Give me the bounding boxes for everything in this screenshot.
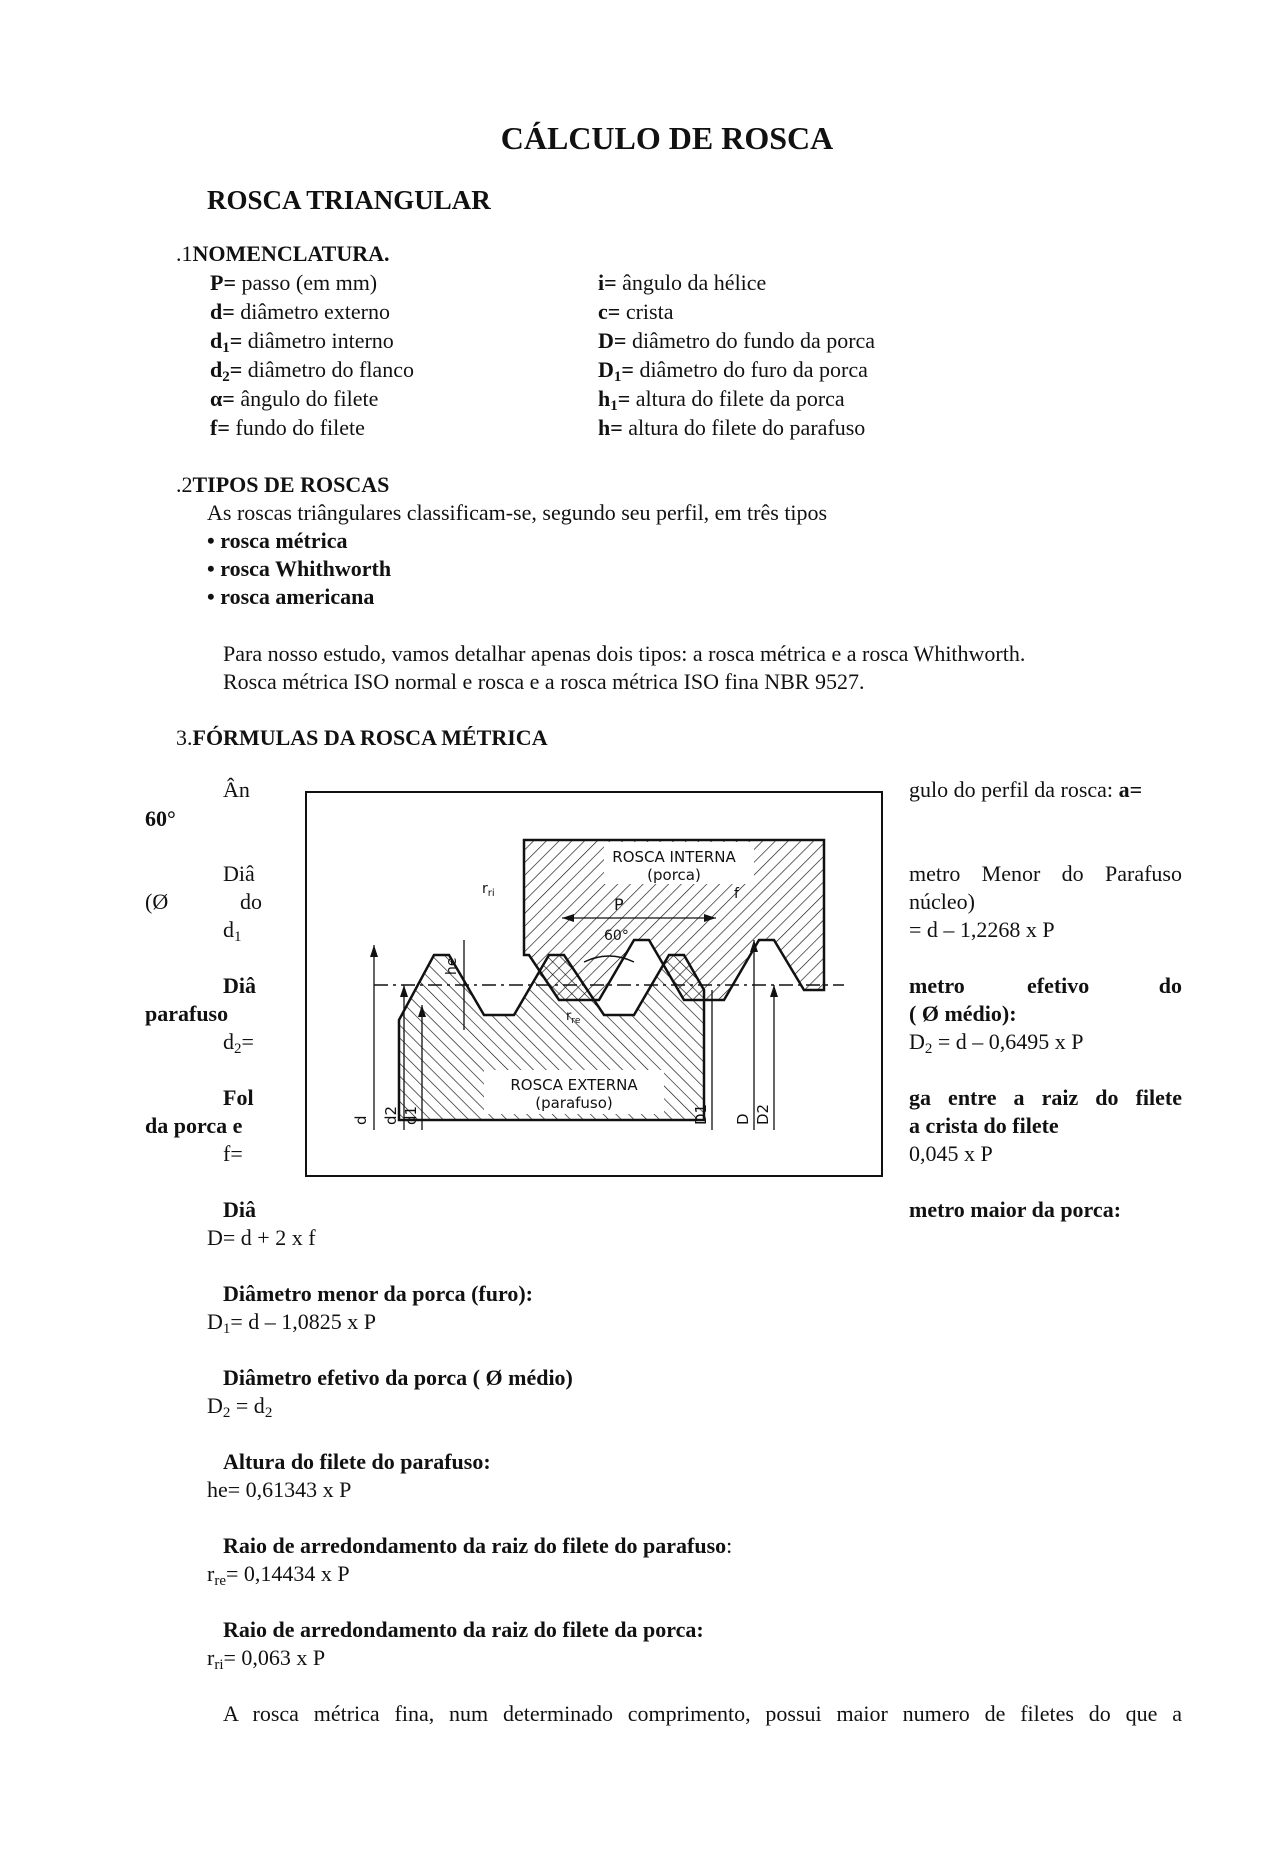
nom-item: $D_1=$ diâmetro do furo da porca (598, 357, 868, 385)
section-3-heading: 3.FÓRMULAS DA ROSCA MÉTRICA (176, 725, 548, 750)
nom-item: D= diâmetro do fundo da porca (598, 328, 876, 353)
formula-title: Raio de arredondamento da raiz do filete do parafuso: (223, 1533, 733, 1558)
dim-label: d2 (382, 1105, 400, 1125)
label-he: he (444, 957, 460, 975)
dim-label: d1 (402, 1105, 420, 1125)
bullet-item: • rosca Whithworth (207, 556, 392, 581)
formula-text: $d_2=$ (223, 1029, 254, 1057)
label-angle: 60° (604, 928, 629, 944)
formula-text: do (240, 889, 262, 914)
types-intro: As roscas triângulares classificam-se, segundo seu perfil, em três tipos (207, 500, 828, 525)
nomenclature-left (210, 269, 414, 443)
formula-text: metro efetivo do (909, 973, 1182, 998)
bullet-item: • rosca métrica (207, 528, 348, 553)
nom-item: α= ângulo do filete (210, 386, 379, 411)
label-external: ROSCA EXTERNA (510, 1076, 638, 1094)
formula-text: parafuso (145, 1001, 229, 1026)
formula-text: ( Ø médio): (909, 1001, 1017, 1026)
label-f: f (734, 886, 739, 902)
formula-text: $d_1$ (223, 917, 242, 945)
label-re: $r_{re}$ (566, 1009, 581, 1026)
nom-item: $h_1=$ altura do filete da porca (598, 386, 845, 414)
formula-title: Altura do filete do parafuso: (223, 1449, 491, 1474)
paragraph: Rosca métrica ISO normal e rosca e a rosca métrica ISO fina NBR 9527. (223, 669, 865, 694)
page-title: CÁLCULO DE ROSCA (500, 120, 834, 156)
thread-profile-figure (304, 790, 884, 1178)
formula-text: ga entre a raiz do filete (909, 1085, 1182, 1110)
formula-text: Diâ (223, 861, 255, 886)
formula-text: Diâ (223, 973, 256, 998)
formula-text: a crista do filete (909, 1113, 1059, 1138)
formula-text: f= (223, 1141, 243, 1166)
nom-item: $d_2=$ diâmetro do flanco (210, 357, 414, 385)
nom-item: c= crista (598, 299, 674, 324)
formula-text: he= 0,61343 x P (207, 1477, 352, 1502)
nom-item: f= fundo do filete (210, 415, 365, 440)
label-internal: ROSCA INTERNA (612, 848, 736, 866)
formula-text: Diâ (223, 1197, 256, 1222)
nom-item: P= passo (em mm) (210, 270, 378, 295)
section-2-heading: .2TIPOS DE ROSCAS (176, 472, 390, 497)
formula-text: da porca e (145, 1113, 243, 1138)
formula-text: núcleo) (909, 889, 975, 914)
formula-text: Fol (223, 1085, 254, 1110)
formula-text: 0,045 x P (909, 1141, 993, 1166)
dim-label: D2 (754, 1103, 772, 1125)
nom-item: d= diâmetro externo (210, 299, 390, 324)
formula-text: metro maior da porca: (909, 1197, 1122, 1222)
section-subtitle: ROSCA TRIANGULAR (207, 185, 491, 215)
formula-text: $D_1= d - 1,0825$ x P (207, 1309, 377, 1337)
label-external-sub: (parafuso) (535, 1094, 613, 1112)
formula-text: 60° (145, 806, 176, 831)
paragraph-last: A rosca métrica fina, num determinado comprimento, possui maior numero de filetes do que a (223, 1701, 1182, 1726)
formula-text: $r_{ri}= 0,063$ x P (207, 1645, 326, 1673)
label-pitch: P (614, 895, 624, 914)
label-ri: $r_{ri}$ (482, 881, 495, 899)
formula-title: Diâmetro efetivo da porca ( Ø médio) (223, 1365, 573, 1390)
formula-text: metro Menor do Parafuso (909, 861, 1182, 886)
formula-title: Raio de arredondamento da raiz do filete da porca: (223, 1617, 704, 1642)
formula-text: gulo do perfil da rosca: a= (909, 777, 1143, 802)
nom-item: i= ângulo da hélice (598, 270, 767, 295)
paragraph: Para nosso estudo, vamos detalhar apenas dois tipos: a rosca métrica e a rosca Whithworth. (223, 641, 1026, 666)
formula-text: = d – 1,2268 x P (909, 917, 1055, 942)
formula-text: $D_2 = d - 0,6495$ x P (909, 1029, 1084, 1057)
formula-text: $r_{re}= 0,14434$ x P (207, 1561, 350, 1589)
dim-label: D (734, 1113, 752, 1125)
dim-label: D1 (692, 1103, 710, 1125)
formula-text: $D_2 = d_2$ (207, 1393, 273, 1421)
nom-item: h= altura do filete do parafuso (598, 415, 866, 440)
formula-text: Ân (223, 777, 250, 802)
formula-text: (Ø (145, 889, 169, 914)
nomenclature-right (598, 269, 875, 443)
formula-text: D= d + 2 x f (207, 1225, 316, 1250)
dim-label: d (352, 1115, 370, 1125)
formula-title: Diâmetro menor da porca (furo): (223, 1281, 533, 1306)
label-internal-sub: (porca) (647, 866, 701, 884)
nom-item: $d_1=$ diâmetro interno (210, 328, 394, 356)
section-1-heading: .1NOMENCLATURA. (176, 241, 390, 266)
bullet-item: • rosca americana (207, 584, 375, 609)
